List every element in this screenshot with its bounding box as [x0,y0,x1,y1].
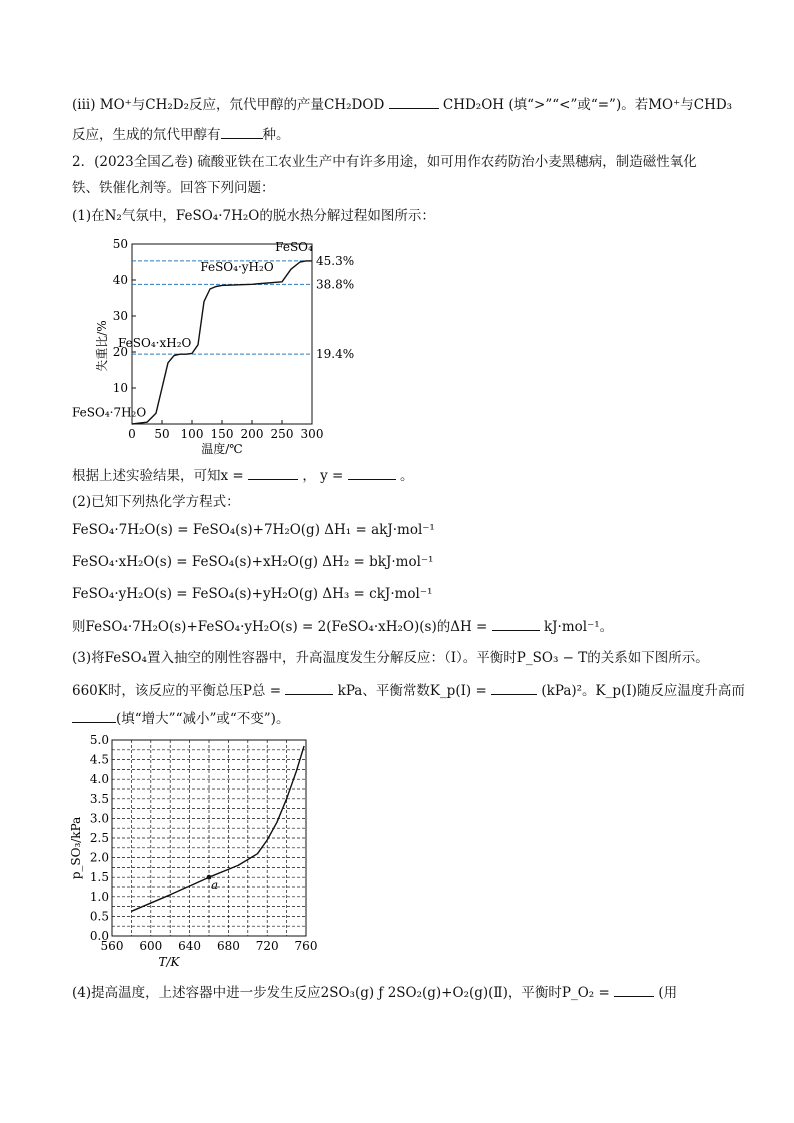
text-line-7: (2)已知下列热化学方程式： [72,494,240,510]
annotation-label: FeSO₄ [275,239,313,254]
x-tick-label: 100 [180,427,204,441]
equation-3: FeSO₄·yH₂O(s) = FeSO₄(s)+yH₂O(g) ΔH₃ = ckJ·mol⁻¹ [72,586,433,602]
x-axis-label: T/K [158,955,180,969]
x-tick-label: 560 [100,939,124,953]
answer-blank-x[interactable] [248,465,298,480]
weight-loss-chart [72,234,372,460]
reference-label: 45.3% [316,253,355,268]
y-tick-label: 1.5 [89,870,109,885]
text-line-5: (1)在N₂气氛中，FeSO₄·7H₂O的脱水热分解过程如图所示： [72,208,435,224]
annotation-label: FeSO₄·yH₂O [200,260,274,274]
y-tick-label: 3.5 [89,791,109,806]
reference-label: 19.4% [316,347,355,362]
y-tick-label: 4.0 [89,772,109,787]
point-label: a [211,878,219,893]
text-line-12: (3)将FeSO₄置入抽空的刚性容器中，升高温度发生分解反应：（I）。平衡时P_SO₃ − T的关系如下图所示。 [72,650,709,666]
text-line-2: 反应，生成的氘代甲醇有 种。 [72,124,290,145]
text-line-15: (4)提高温度，上述容器中进一步发生反应2SO₃(g) ƒ 2SO₂(g)+O₂(g)(Ⅱ)，平衡时P_O₂ = (用 [72,982,677,1003]
text-line-6: 根据上述实验结果，可知x = ， y = 。 [72,465,413,486]
x-tick-label: 200 [240,427,264,441]
x-tick-label: 150 [210,427,234,441]
y-tick-label: 20 [112,345,128,359]
text-line-13: 660K时，该反应的平衡总压P总 = kPa、平衡常数K_p(I) = (kPa)²。K_p(I)随反应温度升高而 [72,680,745,701]
annotation-label: FeSO₄·7H₂O [72,405,147,420]
y-axis-label: p_SO₃/kPa [69,816,83,880]
answer-blank-kp[interactable] [491,680,537,695]
y-tick-label: 2.5 [89,831,109,845]
x-tick-label: 300 [300,427,324,441]
answer-blank-2[interactable] [221,124,263,139]
x-tick-label: 600 [139,939,163,953]
text-line-14: (填“增大”“减小”或“不变”)。 [72,708,289,729]
x-axis-label: 温度/℃ [201,442,243,456]
text-line-1: (iii) MO⁺与CH₂D₂反应，氘代甲醇的产量CH₂DOD CHD₂OH (填“>”“<”或“=”)。若MO⁺与CHD₃ [72,94,732,115]
equation-2: FeSO₄·xH₂O(s) = FeSO₄(s)+xH₂O(g) ΔH₂ = bkJ·mol⁻¹ [72,554,434,570]
y-tick-label: 0.5 [89,909,109,924]
y-tick-label: 5.0 [89,733,109,747]
answer-blank-dh[interactable] [492,616,540,631]
answer-blank-trend[interactable] [72,708,116,723]
answer-blank-po2[interactable] [614,982,654,997]
answer-blank-p[interactable] [285,680,333,695]
x-tick-label: 640 [178,939,202,953]
text-line-4: 铁、铁催化剂等。回答下列问题： [72,180,275,196]
y-tick-label: 3.0 [89,811,109,826]
y-tick-label: 50 [112,237,128,251]
y-tick-label: 0.0 [89,929,109,943]
x-tick-label: 250 [270,427,294,441]
annotation-label: FeSO₄·xH₂O [118,336,192,350]
x-tick-label: 720 [255,939,279,953]
x-tick-label: 680 [216,939,240,953]
y-tick-label: 2.0 [89,850,109,865]
y-tick-label: 10 [112,381,128,395]
y-tick-label: 4.5 [89,752,109,767]
y-axis-label: 失重比/% [95,320,109,372]
equation-1: FeSO₄·7H₂O(s) = FeSO₄(s)+7H₂O(g) ΔH₁ = akJ·mol⁻¹ [72,522,435,538]
text-line-11: 则FeSO₄·7H₂O(s)+FeSO₄·yH₂O(s) = 2(FeSO₄·xH₂O)(s)的ΔH = kJ·mol⁻¹。 [72,616,613,637]
y-tick-label: 40 [112,273,128,287]
pressure-temperature-chart [69,730,332,974]
x-tick-label: 760 [294,939,318,953]
x-tick-label: 0 [128,427,136,441]
reference-label: 38.8% [316,277,355,292]
y-tick-label: 30 [112,309,128,323]
text-line-3: 2．(2023全国乙卷) 硫酸亚铁在工农业生产中有许多用途，如可用作农药防治小麦黑穗病，制造磁性氧化 [72,154,697,170]
answer-blank-y[interactable] [348,465,396,480]
answer-blank-1[interactable] [389,94,439,109]
x-tick-label: 50 [154,427,170,441]
y-tick-label: 1.0 [89,889,109,904]
